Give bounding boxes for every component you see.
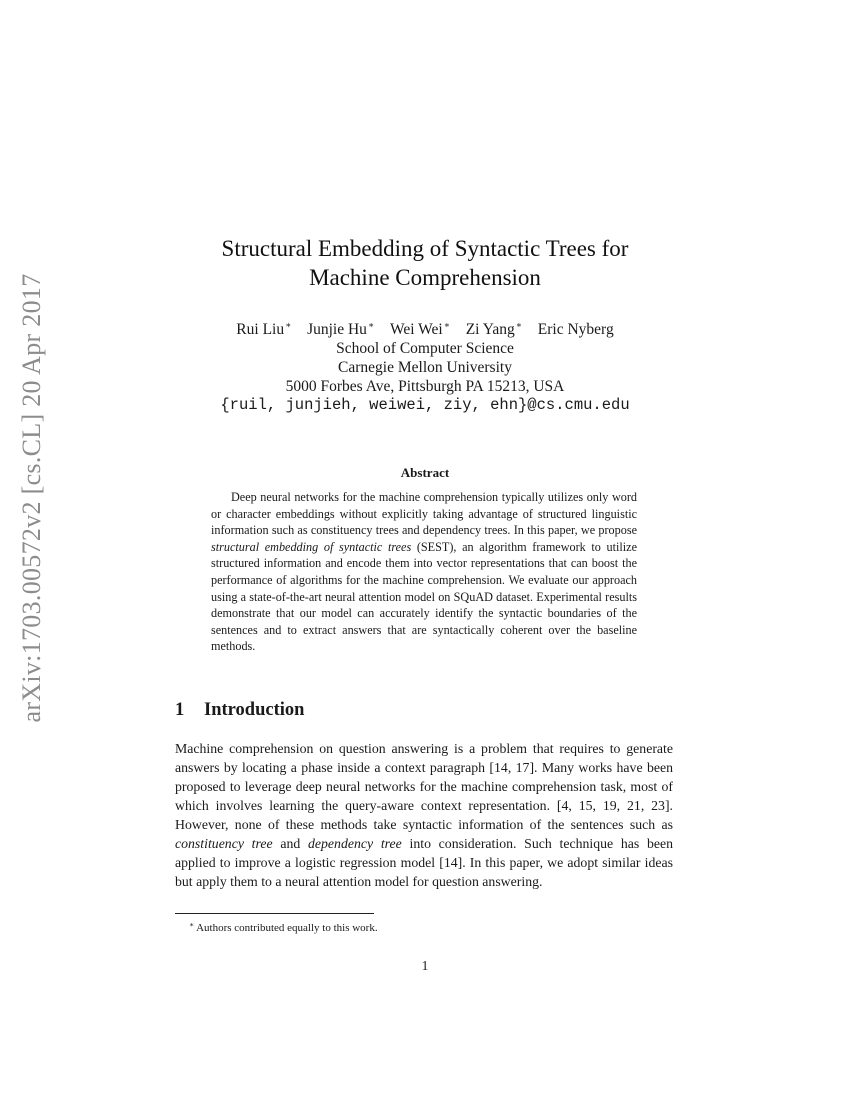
author-emails: {ruil, junjieh, weiwei, ziy, ehn}@cs.cmu.edu bbox=[220, 396, 630, 414]
arxiv-stamp bbox=[17, 273, 47, 723]
title-line-1: Structural Embedding of Syntactic Trees for bbox=[221, 236, 629, 261]
affiliation-university: Carnegie Mellon University bbox=[338, 359, 512, 376]
affiliation-school: School of Computer Science bbox=[336, 340, 514, 357]
author-name: Zi Yang∗ bbox=[465, 320, 522, 338]
page-number: 1 bbox=[421, 958, 429, 973]
author-name: Wei Wei∗ bbox=[389, 320, 450, 338]
title-line-2: Machine Comprehension bbox=[309, 265, 541, 290]
footnote-rule bbox=[175, 913, 374, 914]
footnote bbox=[189, 918, 378, 935]
author-name: Rui Liu∗ bbox=[236, 320, 292, 338]
footnote-mark: ∗ bbox=[189, 920, 195, 929]
arxiv-stamp-text: arXiv:1703.00572v2 [cs.CL] 20 Apr 2017 bbox=[17, 273, 46, 723]
author-name: Junjie Hu∗ bbox=[307, 320, 375, 338]
author-block bbox=[175, 316, 675, 415]
affiliation-address: 5000 Forbes Ave, Pittsburgh PA 15213, USA bbox=[285, 378, 565, 395]
abstract-heading: Abstract bbox=[400, 465, 450, 480]
section-number: 1 bbox=[175, 700, 185, 720]
abstract-emphasis: structural embedding of syntactic trees bbox=[211, 539, 412, 554]
author-list bbox=[175, 316, 675, 339]
intro-emphasis: constituency tree bbox=[175, 836, 273, 851]
footnote-text: Authors contributed equally to this work. bbox=[196, 922, 378, 934]
author-name: Eric Nyberg bbox=[537, 321, 614, 338]
abstract-body: Deep neural networks for the machine comprehension typically utilizes only word or character embeddings without explicitly taking advantage of structured linguistic information such as constituency trees and dependency trees. In this paper, we propose structural embedding of syntactic trees (SEST), an algorithm framework to utilize structured information and encode them into vector representations that can boost the performance of algorithms for the machine comprehension. We evaluate our approach using a state-of-the-art neural attention model on SQuAD dataset. Experimental results demonstrate that our model can accurately identify the syntactic boundaries of the sentences and to extract answers that are syntactically coherent over the baseline methods. bbox=[211, 490, 637, 654]
intro-paragraph: Machine comprehension on question answering is a problem that requires to generate answers by locating a phase inside a context paragraph [14, 17]. Many works have been proposed to leverage deep neural networks for the machine comprehension task, most of which involves learning the query-aware context representation. [4, 15, 19, 21, 23]. However, none of these methods take syntactic information of the sentences such as constituency tree and dependency tree into consideration. Such technique has been applied to improve a logistic regression model [14]. In this paper, we adopt similar ideas but apply them to a neural attention model for question answering. bbox=[175, 741, 673, 889]
paper-title bbox=[175, 234, 675, 292]
section-heading bbox=[175, 700, 304, 721]
intro-emphasis: dependency tree bbox=[308, 836, 402, 851]
section-title: Introduction bbox=[204, 700, 305, 720]
